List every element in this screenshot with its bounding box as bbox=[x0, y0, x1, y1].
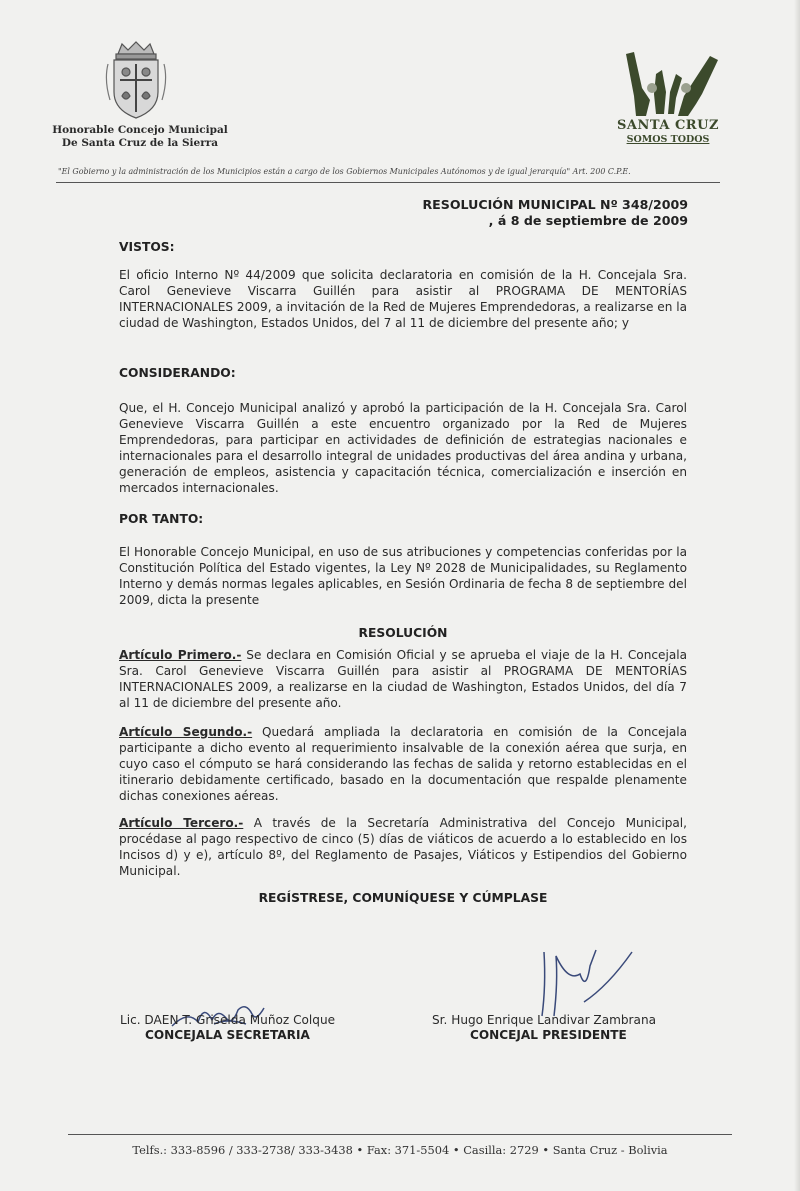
resolution-number: RESOLUCIÓN MUNICIPAL Nº 348/2009 bbox=[422, 197, 688, 212]
vistos-text: El oficio Interno Nº 44/2009 que solicita declaratoria en comisión de la H. Concejala Sra. Carol Genevieve Viscarra Guillén para asistir al PROGRAMA DE MENTORÍAS INTERNACIONALES 2009, a invitación de la Red de Mujeres Emprendedoras, a realizarse en la ciudad de Washington, Estados Unidos, del 7 al 11 de diciembre del presente año; y bbox=[119, 268, 687, 331]
article-2-title: Artículo Segundo.- bbox=[119, 725, 253, 739]
article-2-text: Quedará ampliada la declaratoria en comisión de la Concejala participante a dicho evento al requerimiento insalvable de la conexión aérea que surja, en cuyo caso el cómputo se hará considerando las fechas de salida y retorno establecidas en el itinerario debidamente certificado, basado en la documentación que respalde plenamente dichas conexiones aéreas. bbox=[119, 725, 688, 804]
vistos-heading: VISTOS: bbox=[119, 240, 175, 254]
coat-of-arms-icon bbox=[104, 40, 168, 122]
resolution-date: , á 8 de septiembre de 2009 bbox=[488, 213, 688, 228]
left-signatory-name: Lic. DAEN T. Griselda Muñoz Colque bbox=[120, 1013, 336, 1027]
article-3 bbox=[119, 815, 687, 879]
resolucion-heading: RESOLUCIÓN bbox=[358, 626, 448, 640]
logo-name: SANTA CRUZ bbox=[617, 118, 719, 133]
considerando-text: Que, el H. Concejo Municipal analizó y aprobó la participación de la H. Concejala Sra. Carol Genevieve Viscarra Guillén a este encuentro organizado por la Red de Mujeres Emprendedoras, para participar en actividades de definición de estrategias nacionales e internacionales para el desarrollo integral de unidades productivas del área andina y urbana, generación de empleos, asistencia y capacitación técnica, comercialización e inserción en mercados internacionales. bbox=[119, 401, 687, 496]
council-name-line2: De Santa Cruz de la Sierra bbox=[61, 137, 219, 149]
logo-slogan: SOMOS TODOS bbox=[626, 134, 710, 145]
council-name-line1: Honorable Concejo Municipal bbox=[52, 124, 228, 136]
article-1-text: Se declara en Comisión Oficial y se aprueba el viaje de la H. Concejala Sra. Carol Genevieve Viscarra Guillén para asistir al PROGRAMA DE MENTORÍAS INTERNACIONALES 2009, a realizarse en la ciudad de Washington, Estados Unidos, del día 7 al 11 de diciembre del presente año. bbox=[119, 648, 687, 711]
council-name bbox=[40, 124, 240, 150]
article-1 bbox=[119, 647, 687, 711]
santa-cruz-logo-text bbox=[612, 118, 724, 145]
por-tanto-text: El Honorable Concejo Municipal, en uso de sus atribuciones y competencias conferidas por la Constitución Política del Estado vigentes, la Ley Nº 2028 de Municipalidades, su Reglamento Interno y demás normas legales aplicables, en Sesión Ordinaria de fecha 8 de septiembre del 2009, dicta la presente bbox=[119, 545, 687, 608]
closing-formula: REGÍSTRESE, COMUNÍQUESE Y CÚMPLASE bbox=[258, 891, 548, 905]
scan-edge-shadow bbox=[794, 0, 800, 1191]
left-signatory-title: CONCEJALA SECRETARIA bbox=[145, 1028, 310, 1042]
footer-divider bbox=[68, 1134, 732, 1135]
constitution-quote: "El Gobierno y la administración de los Municipios están a cargo de los Gobiernos Municipales Autónomos y de igual jerarquía" Art. 200 C.P.E. bbox=[58, 167, 631, 176]
article-2 bbox=[119, 724, 687, 804]
por-tanto-heading: POR TANTO: bbox=[119, 512, 204, 526]
header-divider bbox=[56, 182, 720, 183]
article-3-title: Artículo Tercero.- bbox=[119, 816, 244, 830]
right-signatory-name: Sr. Hugo Enrique Landivar Zambrana bbox=[432, 1013, 657, 1027]
considerando-heading: CONSIDERANDO: bbox=[119, 366, 236, 380]
resolution-title bbox=[422, 197, 688, 229]
right-signatory-title: CONCEJAL PRESIDENTE bbox=[470, 1028, 627, 1042]
right-signature-icon bbox=[528, 946, 638, 1020]
article-3-text: A través de la Secretaría Administrativa del Concejo Municipal, procédase al pago respectivo de cinco (5) días de viáticos de acuerdo a lo establecido en los Incisos d) y e), artículo 8º, del Reglamento de Pasajes, Viáticos y Estipendios del Gobierno Municipal. bbox=[119, 816, 688, 879]
footer-contact: Telfs.: 333-8596 / 333-2738/ 333-3438 • Fax: 371-5504 • Casilla: 2729 • Santa Cruz - Bolivia bbox=[132, 1143, 668, 1157]
article-1-title: Artículo Primero.- bbox=[119, 648, 242, 662]
